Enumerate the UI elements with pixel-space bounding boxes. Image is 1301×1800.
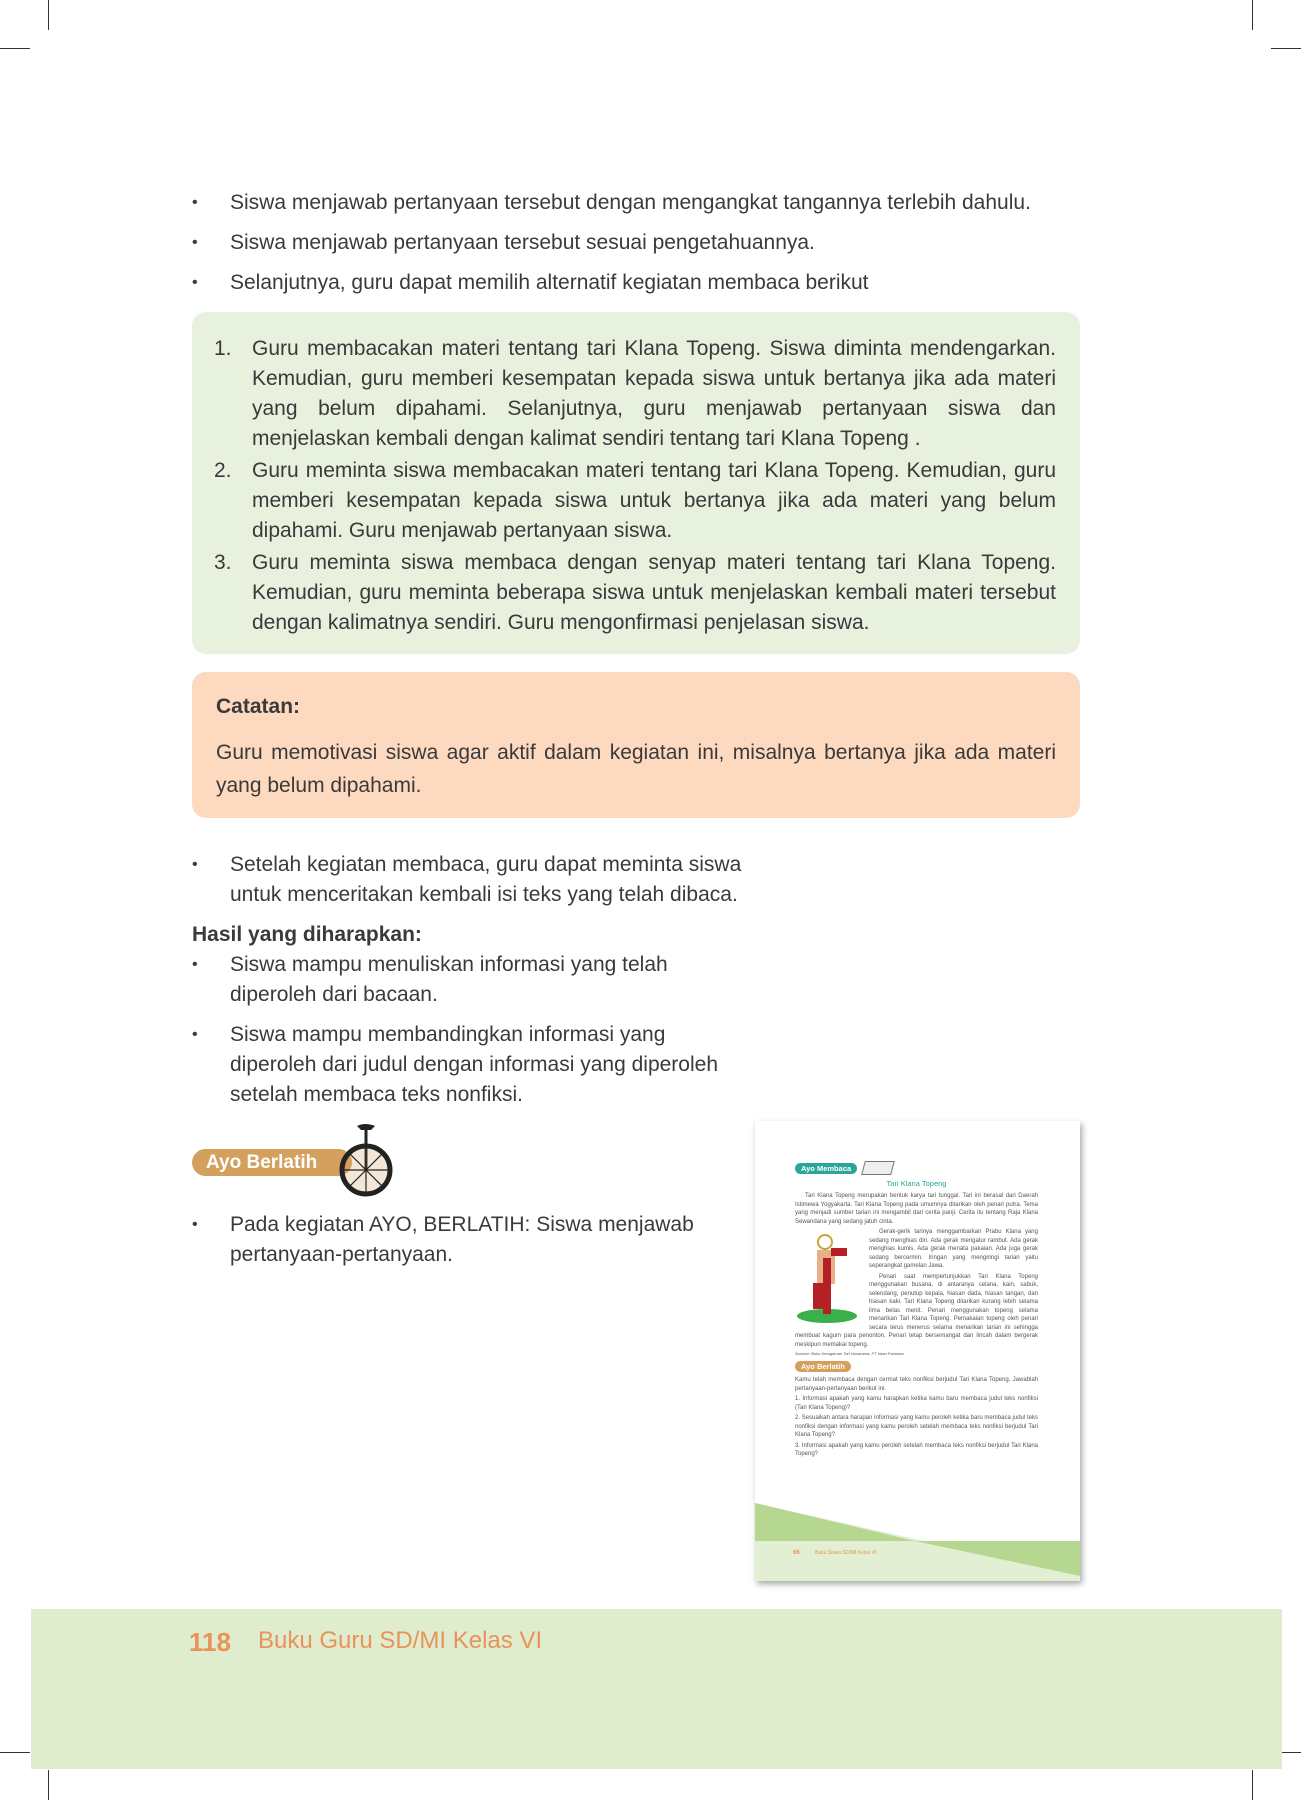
bullet-item: • Siswa mampu membandingkan informasi yang diperoleh dari judul dengan informasi yang diperoleh setelah membaca teks nonfiksi. <box>192 1020 732 1110</box>
item-text: Guru meminta siswa membacakan materi tentang tari Klana Topeng. Kemudian, guru memberi kesempatan kepada siswa untuk bertanya jika ada materi yang belum dipahami. Guru menjawab pertanyaan siswa. <box>252 459 1056 542</box>
crop-mark <box>1252 0 1253 30</box>
thumbnail-paragraph: Penari saat mempertunjukkan Tari Klana Topeng menggunakan busana, di antaranya celana, kain, sabuk, selendang, penutup kepala, hiasan dada, hiasan tangan, dan hiasan kaki. Tari Klana Topeng ditarikan kurang lebih selama lima belas menit. Penari menggunakan topeng selama menarikan Tari Klana Topeng. Pemakaian topeng oleh penari secara terus menerus selama menarikan tarian ini sehingga membuat kagum para penonton. Penari tetap bersemangat dan lincah dalam bergerak meskipun memakai topeng. <box>795 1273 1038 1348</box>
bullet-item: • Siswa menjawab pertanyaan tersebut sesuai pengetahuannya. <box>192 228 1080 258</box>
unicycle-icon <box>335 1120 397 1198</box>
thumbnail-book-title: Buku Siswa SD/MI Kelas VI <box>815 1550 877 1556</box>
crop-mark <box>48 1770 49 1800</box>
thumbnail-page-number: 66 <box>793 1550 800 1556</box>
thumbnail-paragraph: Tari Klana Topeng merupakan bentuk karya tari tunggal. Tari ini berasal dari Daerah Istimewa Yogyakarta. Tari Klana Topeng pada umumnya ditarikan oleh penari putra. Tema yang menjadi sumber tarian ini mengambil dari cerita panji. Cerita itu tentang Raja Klana Sewandana yang sedang jatuh cinta. <box>795 1193 1038 1225</box>
ayo-berlatih-badge-small: Ayo Berlatih <box>795 1361 851 1372</box>
alternative-item <box>214 548 1056 638</box>
book-title: Buku Guru SD/MI Kelas VI <box>258 1627 543 1654</box>
ayo-membaca-badge: Ayo Membaca <box>795 1163 857 1174</box>
crop-mark <box>0 1752 30 1753</box>
book-icon <box>861 1161 895 1175</box>
thumbnail-paragraph: Gerak-gerik tarinya menggambarkan Prabu Klana yang sedang menghias diri. Ada gerak mengatur rambut. Ada gerak menghias kumis. Ada gerak menata pakaian. Ada juga gerak sedang bercermin. Iringan yang mengiringi tarian yaitu seperangkat gamelan Jawa. <box>869 1229 1038 1269</box>
bullet-item: • Selanjutnya, guru dapat memilih alternatif kegiatan membaca berikut <box>192 268 1080 298</box>
thumbnail-source: Sumber: Buku Keragaman Tari Nusantara, PT Intan Pariwara <box>795 1351 904 1356</box>
ayo-membaca-header <box>795 1161 1038 1175</box>
bullet-item: • Siswa mampu menuliskan informasi yang telah diperoleh dari bacaan. <box>192 950 732 1010</box>
crop-mark <box>0 48 30 49</box>
item-text: Guru meminta siswa membaca dengan senyap materi tentang tari Klana Topeng. Kemudian, guru meminta beberapa siswa untuk menjelaskan kembali materi tersebut dengan kalimatnya sendiri. Guru mengonfirmasi penjelasan siswa. <box>252 551 1056 634</box>
note-box <box>192 672 1080 818</box>
alternatives-box <box>192 312 1080 654</box>
thumbnail-title: Tari Klana Topeng <box>886 1179 947 1188</box>
item-number: 3. <box>214 551 232 574</box>
ayo-berlatih-small-header <box>795 1361 1038 1372</box>
note-text: Guru memotivasi siswa agar aktif dalam kegiatan ini, misalnya bertanya jika ada materi yang belum dipahami. <box>216 741 1056 797</box>
main-column <box>192 188 1080 1280</box>
note-title: Catatan: <box>216 695 301 718</box>
student-book-thumbnail <box>755 1121 1080 1581</box>
bullet-item: • Siswa menjawab pertanyaan tersebut dengan mengangkat tangannya terlebih dahulu. <box>192 188 1052 218</box>
page-footer <box>31 1609 1282 1769</box>
crop-mark <box>48 0 49 30</box>
bullet-item: • Pada kegiatan AYO, BERLATIH: Siswa menjawab pertanyaan-pertanyaan. <box>192 1210 702 1270</box>
ayo-berlatih-badge: Ayo Berlatih <box>192 1149 352 1176</box>
thumbnail-question: 2. Sesuaikah antara harapan informasi yang kamu peroleh ketika baru membaca judul teks nonfiksi dengan informasi yang kamu peroleh setelah membaca teks nonfiksi berjudul Tari Klana Topeng? <box>795 1415 1038 1438</box>
page-number: 118 <box>189 1627 231 1657</box>
item-text: Guru membacakan materi tentang tari Klana Topeng. Siswa diminta mendengarkan. Kemudian, guru memberi kesempatan kepada siswa untuk bertanya jika ada materi yang belum dipahami. Selanjutnya, guru menjawab pertanyaan siswa dan menjelaskan kembali dengan kalimat sendiri tentang tari Klana Topeng . <box>252 337 1056 450</box>
thumbnail-content <box>755 1121 1080 1459</box>
crop-mark <box>1271 48 1301 49</box>
item-number: 2. <box>214 459 232 482</box>
thumbnail-question: 1. Informasi apakah yang kamu harapkan ketika kamu baru membaca judul teks nonfiksi (Tari Klana Topeng)? <box>795 1396 1038 1411</box>
thumbnail-intro: Kamu telah membaca dengan cermat teks nonfiksi berjudul Tari Klana Topeng. Jawablah pertanyaan-pertanyaan berikut ini. <box>795 1377 1038 1392</box>
crop-mark <box>1252 1770 1253 1800</box>
bullet-item: • Setelah kegiatan membaca, guru dapat meminta siswa untuk menceritakan kembali isi teks yang telah dibaca. <box>192 850 752 910</box>
thumbnail-question: 3. Informasi apakah yang kamu peroleh setelah membaca teks nonfiksi berjudul Tari Klana Topeng? <box>795 1442 1038 1457</box>
dancer-illustration <box>795 1228 863 1324</box>
item-number: 1. <box>214 337 232 360</box>
alternative-item <box>214 456 1056 546</box>
alternative-item <box>214 334 1056 454</box>
section-heading: Hasil yang diharapkan: <box>192 923 422 946</box>
